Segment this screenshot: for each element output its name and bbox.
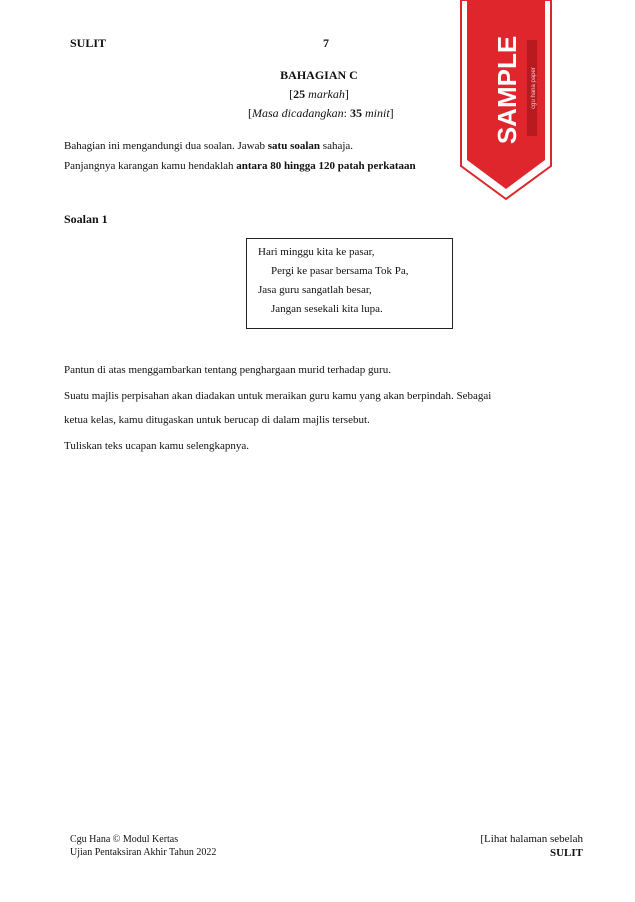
question-title: Soalan 1 bbox=[64, 212, 108, 226]
time-number: 35 bbox=[350, 106, 362, 120]
marks-word: markah bbox=[308, 87, 345, 101]
marks-open: [ bbox=[289, 87, 294, 101]
time-close: ] bbox=[389, 106, 394, 120]
footer-left-line-1: Cgu Hana © Modul Kertas bbox=[70, 834, 179, 845]
footer-left-line-2: Ujian Pentaksiran Akhir Tahun 2022 bbox=[70, 847, 217, 858]
page-number: 7 bbox=[323, 36, 329, 50]
question-paragraph-1: Pantun di atas menggambarkan tentang penghargaan murid terhadap guru. bbox=[64, 364, 391, 376]
instruction-2-text: Panjangnya karangan kamu hendaklah bbox=[64, 160, 237, 172]
time-colon: : bbox=[343, 106, 350, 120]
footer-sulit: SULIT bbox=[549, 847, 583, 859]
pantun-line-1: Hari minggu kita ke pasar, bbox=[258, 246, 375, 258]
question-paragraph-2b: ketua kelas, kamu ditugaskan untuk berucap di dalam majlis tersebut. bbox=[64, 414, 370, 426]
time-line bbox=[248, 106, 394, 121]
section-title: BAHAGIAN C bbox=[280, 68, 358, 82]
instruction-2-bold: antara 80 hingga 120 patah perkataan bbox=[236, 160, 416, 172]
marks-number: 25 bbox=[293, 87, 306, 101]
sample-watermark-ribbon bbox=[460, 0, 552, 200]
time-unit: minit bbox=[365, 106, 390, 120]
pantun-box bbox=[246, 238, 453, 329]
sample-text: SAMPLE bbox=[492, 35, 522, 145]
sample-subtext: cgu hana paper bbox=[531, 67, 537, 109]
question-paragraph-3: Tuliskan teks ucapan kamu selengkapnya. bbox=[64, 440, 250, 452]
marks-close: ] bbox=[344, 87, 349, 101]
header-sulit: SULIT bbox=[70, 36, 107, 50]
question-paragraph-2a: Suatu majlis perpisahan akan diadakan untuk meraikan guru kamu yang akan berpindah. Sebagai bbox=[64, 390, 492, 402]
instruction-1-end: sahaja. bbox=[320, 140, 354, 152]
pantun-line-4: Jangan sesekali kita lupa. bbox=[271, 303, 383, 315]
footer-right-line-1: [Lihat halaman sebelah bbox=[480, 833, 583, 845]
instruction-line-1 bbox=[64, 140, 353, 152]
instruction-1-text: Bahagian ini mengandungi dua soalan. Jawab bbox=[64, 140, 268, 152]
time-label: Masa dicadangkan bbox=[252, 106, 344, 120]
marks-line bbox=[235, 87, 403, 102]
time-open: [ bbox=[248, 106, 252, 120]
pantun-line-3: Jasa guru sangatlah besar, bbox=[258, 284, 372, 296]
pantun-line-2: Pergi ke pasar bersama Tok Pa, bbox=[271, 265, 409, 277]
instruction-line-2 bbox=[64, 160, 416, 172]
ribbon-shape bbox=[460, 0, 552, 200]
instruction-1-bold: satu soalan bbox=[267, 140, 321, 152]
